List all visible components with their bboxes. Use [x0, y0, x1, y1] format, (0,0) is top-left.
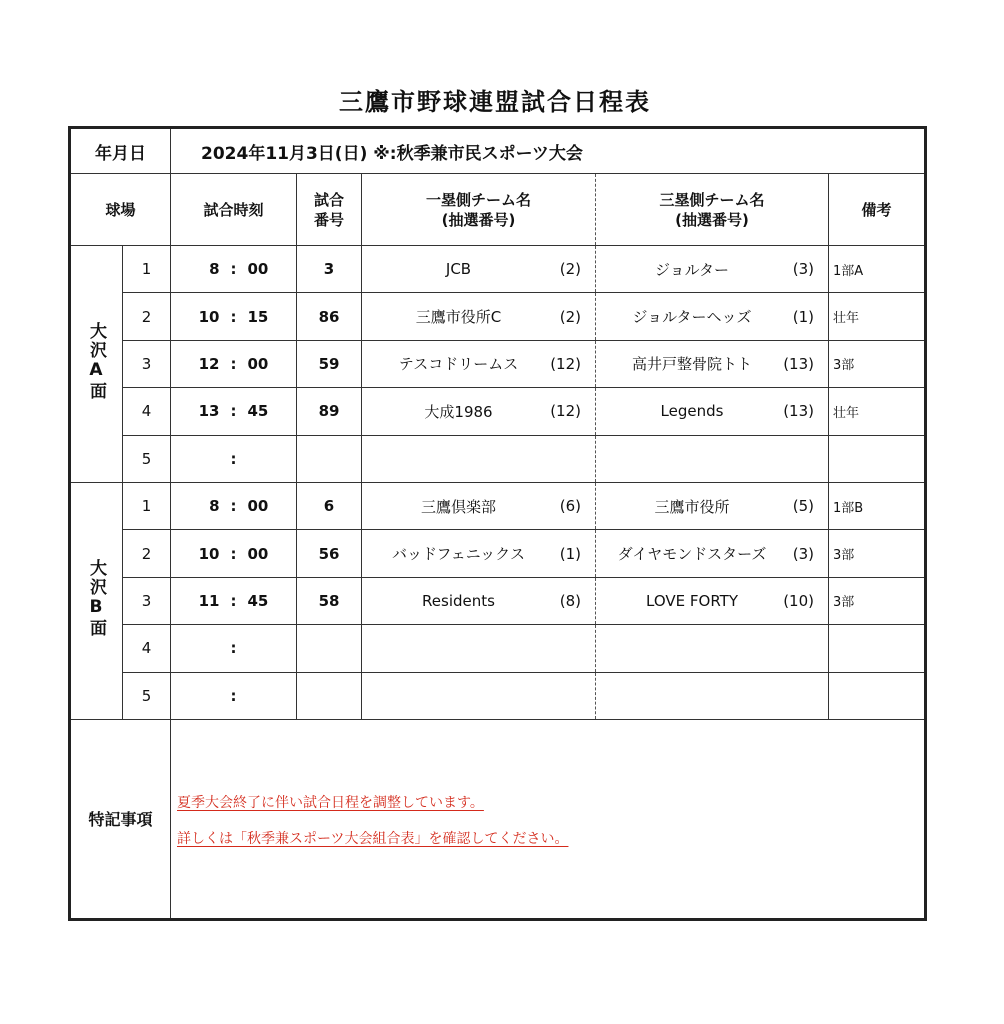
third-base-team: ダイヤモンドスターズ [617, 545, 767, 564]
game-time-separator: : [230, 449, 237, 468]
field-a-game-row [70, 293, 926, 340]
game-time-separator: : [230, 497, 237, 516]
game-time [171, 293, 297, 340]
first-base-team-cell [362, 340, 596, 387]
remarks-cell: 1部B [829, 482, 926, 529]
field-b-name: 大沢B面 [86, 559, 106, 639]
first-base-team-cell [362, 246, 596, 293]
special-notes-label: 特記事項 [70, 719, 171, 919]
row-number: 1 [123, 482, 171, 529]
game-time [171, 388, 297, 435]
field-b-game-row [70, 577, 926, 624]
header-game-number [297, 174, 362, 246]
game-time-minute: 00 [247, 497, 269, 516]
game-time [171, 530, 297, 577]
first-base-lot: (2) [559, 307, 581, 326]
header-game-number-line1: 試合 [313, 190, 344, 209]
game-time [171, 246, 297, 293]
header-third-base-line2: (抽選番号) [675, 210, 749, 229]
date-row [70, 128, 926, 174]
field-b-name-cell [70, 482, 123, 719]
row-number: 5 [123, 435, 171, 482]
remarks-cell [829, 435, 926, 482]
third-base-lot: (3) [792, 260, 814, 279]
special-notes-content [171, 719, 926, 919]
game-time [171, 577, 297, 624]
header-third-base-line1: 三塁側チーム名 [659, 190, 765, 209]
game-time-hour: 8 [209, 260, 220, 279]
game-time-hour: 10 [198, 544, 220, 563]
game-time-minute: 45 [247, 402, 269, 421]
field-a-name-cell [70, 246, 123, 483]
row-number: 3 [123, 340, 171, 387]
game-time-separator: : [230, 686, 237, 705]
game-number: 6 [297, 482, 362, 529]
first-base-team-cell [362, 293, 596, 340]
third-base-lot: (10) [783, 591, 814, 610]
first-base-team: 大成1986 [424, 402, 493, 421]
game-time-separator: : [230, 402, 237, 421]
date-label: 年月日 [70, 128, 171, 174]
game-time-hour: 8 [209, 497, 220, 516]
third-base-team: 三鷹市役所 [654, 497, 730, 516]
first-base-lot: (12) [550, 354, 581, 373]
first-base-team: 三鷹倶楽部 [420, 497, 496, 516]
third-base-team-cell [596, 435, 829, 482]
first-base-team-cell [362, 577, 596, 624]
third-base-lot: (5) [792, 497, 814, 516]
row-number: 2 [123, 293, 171, 340]
special-note-line: 夏季大会終了に伴い試合日程を調整しています。 [177, 794, 484, 811]
game-time-separator: : [230, 260, 237, 279]
field-b-game-row [70, 482, 926, 529]
page-title: 三鷹市野球連盟試合日程表 [339, 88, 651, 116]
game-number: 58 [297, 577, 362, 624]
field-a-game-row [70, 340, 926, 387]
game-time-minute: 45 [247, 591, 269, 610]
game-time [171, 340, 297, 387]
game-number: 89 [297, 388, 362, 435]
third-base-team-cell [596, 482, 829, 529]
row-number: 4 [123, 625, 171, 672]
first-base-team-cell [362, 388, 596, 435]
first-base-team-cell [362, 530, 596, 577]
row-number: 2 [123, 530, 171, 577]
row-number: 3 [123, 577, 171, 624]
field-a-game-row [70, 246, 926, 293]
game-time [171, 435, 297, 482]
field-b-game-row [70, 625, 926, 672]
header-time: 試合時刻 [171, 174, 297, 246]
first-base-lot: (2) [559, 260, 581, 279]
game-time-separator: : [230, 354, 237, 373]
game-time-minute: 00 [247, 354, 269, 373]
game-time-hour: 13 [198, 402, 220, 421]
game-time-separator: : [230, 307, 237, 326]
game-time-separator: : [230, 591, 237, 610]
remarks-cell: 3部 [829, 577, 926, 624]
header-field: 球場 [70, 174, 171, 246]
third-base-team-cell [596, 340, 829, 387]
third-base-team-cell [596, 246, 829, 293]
game-time-minute: 00 [247, 544, 269, 563]
game-number [297, 625, 362, 672]
first-base-team: Residents [422, 591, 495, 610]
row-number: 5 [123, 672, 171, 719]
third-base-team-cell [596, 530, 829, 577]
game-number [297, 435, 362, 482]
remarks-cell: 3部 [829, 340, 926, 387]
header-third-base [596, 174, 829, 246]
game-number: 86 [297, 293, 362, 340]
first-base-team-cell [362, 625, 596, 672]
first-base-lot: (1) [559, 544, 581, 563]
third-base-team-cell [596, 577, 829, 624]
first-base-lot: (6) [559, 497, 581, 516]
game-time-hour: 10 [198, 307, 220, 326]
field-a-name: 大沢A面 [86, 322, 106, 402]
game-time-minute: 00 [247, 260, 269, 279]
field-a-game-row [70, 435, 926, 482]
third-base-team: Legends [660, 402, 724, 421]
third-base-lot: (3) [792, 544, 814, 563]
remarks-cell [829, 625, 926, 672]
game-time-hour: 12 [198, 354, 220, 373]
header-remarks: 備考 [829, 174, 926, 246]
game-number: 56 [297, 530, 362, 577]
special-note-line: 詳しくは「秋季兼スポーツ大会組合表」を確認してください。 [177, 830, 569, 847]
header-first-base-line1: 一塁側チーム名 [425, 190, 531, 209]
first-base-team-cell [362, 435, 596, 482]
field-a-game-row [70, 388, 926, 435]
remarks-cell: 1部A [829, 246, 926, 293]
remarks-cell: 壮年 [829, 293, 926, 340]
third-base-lot: (13) [783, 354, 814, 373]
game-time [171, 672, 297, 719]
row-number: 1 [123, 246, 171, 293]
third-base-team: ジョルター [654, 260, 730, 279]
third-base-lot: (13) [783, 402, 814, 421]
first-base-lot: (12) [550, 402, 581, 421]
first-base-lot: (8) [559, 591, 581, 610]
game-number: 3 [297, 246, 362, 293]
third-base-team: LOVE FORTY [646, 591, 738, 610]
first-base-team-cell [362, 672, 596, 719]
game-time [171, 482, 297, 529]
third-base-team: 高井戸整骨院トト [631, 355, 752, 374]
game-number: 59 [297, 340, 362, 387]
first-base-team: バッドフェニックス [391, 545, 526, 564]
schedule-table [68, 126, 927, 921]
third-base-team-cell [596, 672, 829, 719]
third-base-lot: (1) [792, 307, 814, 326]
third-base-team-cell [596, 388, 829, 435]
header-first-base-line2: (抽選番号) [441, 210, 516, 229]
first-base-team-cell [362, 482, 596, 529]
remarks-cell: 3部 [829, 530, 926, 577]
field-b-game-row [70, 530, 926, 577]
remarks-cell [829, 672, 926, 719]
third-base-team-cell [596, 625, 829, 672]
third-base-team-cell [596, 293, 829, 340]
header-first-base [362, 174, 596, 246]
game-number [297, 672, 362, 719]
game-time-separator: : [230, 544, 237, 563]
first-base-team: テスコドリームス [398, 355, 519, 374]
header-game-number-line2: 番号 [313, 210, 344, 229]
remarks-cell: 壮年 [829, 388, 926, 435]
third-base-team: ジョルターヘッズ [632, 308, 752, 327]
first-base-team: JCB [445, 260, 472, 279]
header-row [70, 174, 926, 246]
date-value: 2024年11月3日(日) ※:秋季兼市民スポーツ大会 [171, 128, 926, 174]
field-b-game-row [70, 672, 926, 719]
game-time-hour: 11 [198, 591, 220, 610]
row-number: 4 [123, 388, 171, 435]
first-base-team: 三鷹市役所C [415, 308, 502, 327]
game-time [171, 625, 297, 672]
special-notes-row [70, 719, 926, 919]
game-time-separator: : [230, 639, 237, 658]
game-time-minute: 15 [247, 307, 269, 326]
